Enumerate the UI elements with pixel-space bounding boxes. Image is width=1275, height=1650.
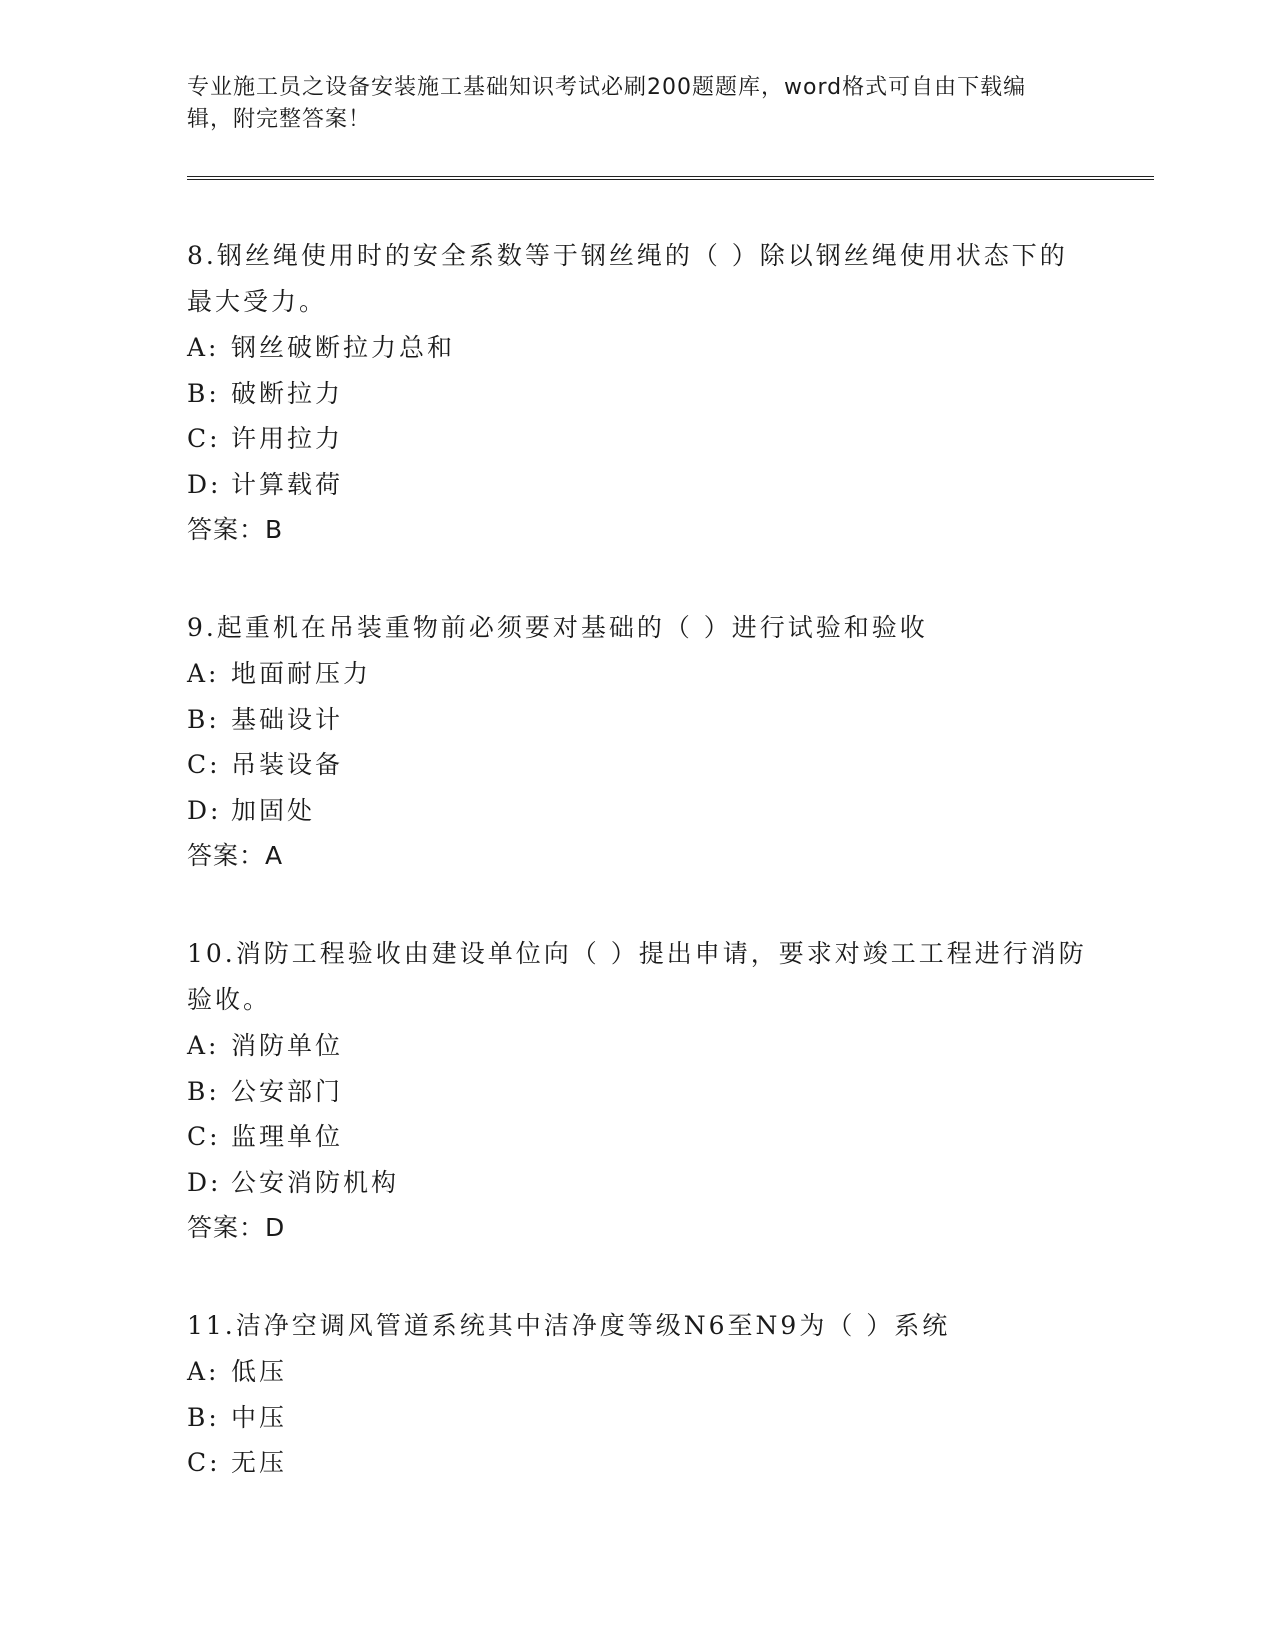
option-key: C: — [187, 1122, 221, 1151]
option-text: 公安部门 — [231, 1076, 344, 1106]
option-text: 消防单位 — [231, 1031, 344, 1060]
option-c — [187, 1440, 1087, 1486]
option-b — [187, 697, 1087, 743]
answer: 答案：D — [187, 1213, 286, 1242]
option-key: A: — [187, 1357, 220, 1386]
document-header: 专业施工员之设备安装施工基础知识考试必刷200题题库，word格式可自由下载编辑，附完整答案！ — [187, 75, 1027, 132]
option-d — [187, 1160, 1087, 1206]
option-key: A: — [187, 659, 220, 688]
answer: 答案：A — [187, 841, 284, 870]
option-text: 公安消防机构 — [231, 1167, 400, 1197]
option-key: B: — [187, 378, 220, 408]
option-key: C: — [187, 1448, 221, 1477]
option-text: 地面耐压力 — [231, 659, 372, 688]
option-text: 计算载荷 — [231, 469, 344, 499]
option-c — [187, 742, 1087, 788]
option-key: A: — [187, 333, 220, 362]
header-divider — [187, 176, 1154, 180]
option-key: D: — [187, 469, 222, 499]
answer: 答案：B — [187, 515, 284, 544]
option-a — [187, 651, 1087, 697]
option-text: 监理单位 — [231, 1122, 344, 1151]
option-text: 基础设计 — [231, 704, 344, 734]
question-10 — [187, 931, 1087, 1251]
option-key: B: — [187, 704, 220, 734]
option-c — [187, 416, 1087, 462]
option-text: 许用拉力 — [231, 424, 344, 453]
option-key: A: — [187, 1031, 220, 1060]
option-key: C: — [187, 424, 221, 453]
option-d — [187, 462, 1087, 508]
option-text: 无压 — [231, 1448, 288, 1477]
question-text: 9.起重机在吊装重物前必须要对基础的（ ）进行试验和验收 — [187, 613, 928, 642]
option-d — [187, 788, 1087, 834]
option-c — [187, 1114, 1087, 1160]
option-text: 低压 — [231, 1357, 288, 1386]
option-text: 破断拉力 — [231, 378, 344, 408]
option-text: 加固处 — [231, 795, 316, 825]
option-key: D: — [187, 795, 222, 825]
question-8 — [187, 233, 1087, 553]
option-text: 中压 — [231, 1402, 288, 1432]
option-key: B: — [187, 1402, 220, 1432]
question-text: 10.消防工程验收由建设单位向（ ）提出申请，要求对竣工工程进行消防验收。 — [187, 939, 1087, 1014]
question-list — [187, 233, 1087, 1538]
option-b — [187, 1069, 1087, 1115]
option-a — [187, 1349, 1087, 1395]
option-text: 吊装设备 — [231, 750, 344, 779]
option-key: C: — [187, 750, 221, 779]
option-a — [187, 1023, 1087, 1069]
question-11 — [187, 1303, 1087, 1486]
question-9 — [187, 605, 1087, 879]
option-b — [187, 371, 1087, 417]
question-text: 11.洁净空调风管道系统其中洁净度等级N6至N9为（ ）系统 — [187, 1311, 951, 1340]
option-key: B: — [187, 1076, 220, 1106]
option-key: D: — [187, 1167, 222, 1197]
option-text: 钢丝破断拉力总和 — [231, 333, 456, 362]
option-a — [187, 325, 1087, 371]
question-text: 8.钢丝绳使用时的安全系数等于钢丝绳的（ ）除以钢丝绳使用状态下的最大受力。 — [187, 241, 1068, 316]
option-b — [187, 1395, 1087, 1441]
